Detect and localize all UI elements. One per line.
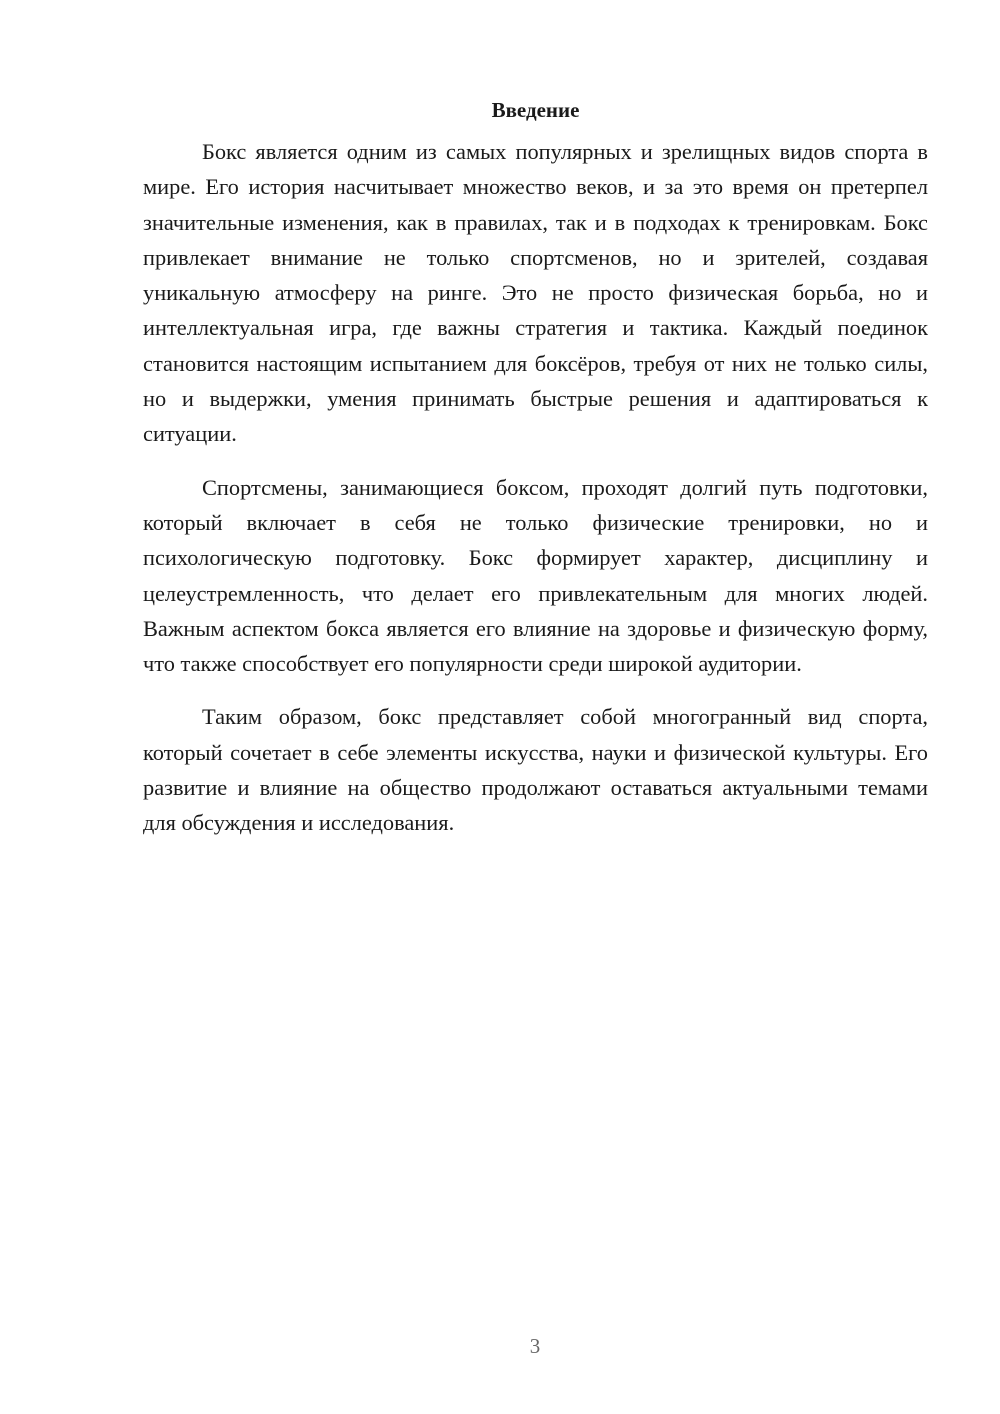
paragraph-1: Бокс является одним из самых популярных и зрелищных видов спорта в мире. Его история насчитывает множество веков, и за это время он претерпел значительные изменения, как в правилах, так и в подходах к тренировкам. Бокс привлекает внимание не только спортсменов, но и зрителей, создавая уникальную атмосферу на ринге. Это не просто физическая борьба, но и интеллектуальная игра, где важны стратегия и тактика. Каждый поединок становится настоящим испытанием для боксёров, требуя от них не только силы, но и выдержки, умения принимать быстрые решения и адаптироваться к ситуации. — [143, 139, 928, 447]
document-page — [143, 96, 928, 859]
paragraph-2: Спортсмены, занимающиеся боксом, проходят долгий путь подготовки, который включает в себя не только физические тренировки, но и психологическую подготовку. Бокс формирует характер, дисциплину и целеустремленность, что делает его привлекательным для многих людей. Важным аспектом бокса является его влияние на здоровье и физическую форму, что также способствует его популярности среди широкой аудитории. — [143, 474, 928, 677]
section-heading: Введение — [491, 98, 580, 122]
paragraph-3: Таким образом, бокс представляет собой многогранный вид спорта, который сочетает в себе элементы искусства, науки и физической культуры. Его развитие и влияние на общество продолжают оставаться актуальными темами для обсуждения и исследования. — [143, 704, 928, 836]
page-number: 3 — [529, 1334, 541, 1358]
